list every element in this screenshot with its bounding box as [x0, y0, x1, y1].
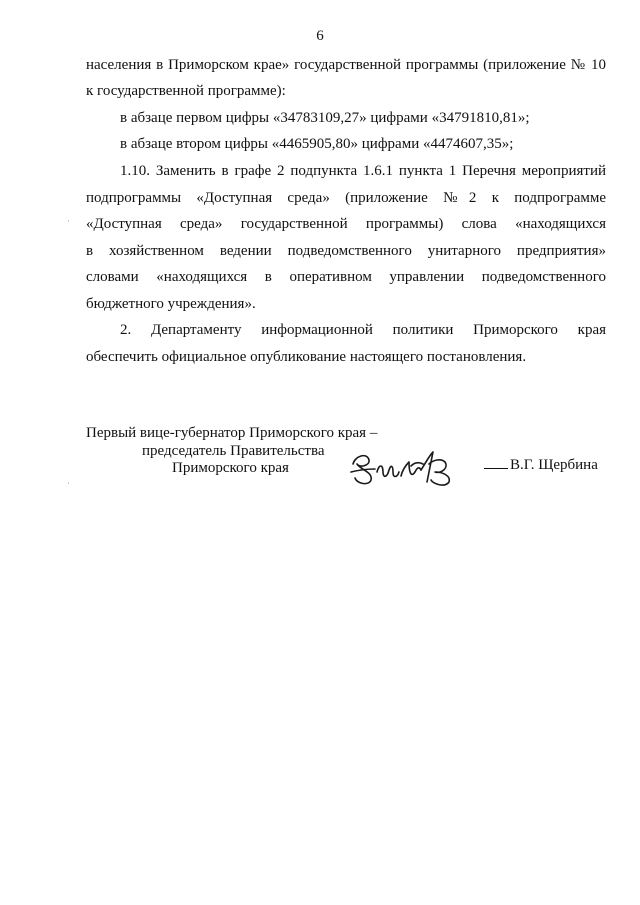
paragraph-line: населения в Приморском крае» государственной программы (приложение № 10 — [86, 57, 606, 73]
scan-artifact — [68, 482, 69, 484]
handwritten-signature — [345, 442, 475, 490]
paragraph-line: в абзаце втором цифры «4465905,80» цифрами «4474607,35»; — [120, 136, 514, 152]
paragraph-line: обеспечить официальное опубликование настоящего постановления. — [86, 349, 527, 365]
signatory-name-text: В.Г. Щербина — [510, 457, 598, 473]
paragraph-line: словами «находящихся в оперативном управлении подведомственного — [86, 269, 606, 285]
signature-line — [484, 468, 508, 469]
paragraph-line: в абзаце первом цифры «34783109,27» цифрами «34791810,81»; — [120, 110, 530, 126]
paragraph-line: к государственной программе): — [86, 83, 286, 99]
signatory-name — [484, 455, 598, 475]
signatory-position-line: председатель Правительства — [142, 443, 325, 459]
signatory-position-line: Первый вице-губернатор Приморского края – — [86, 425, 378, 441]
paragraph-line: «Доступная среда» государственной программы) слова «находящихся — [86, 216, 606, 232]
paragraph-line: подпрограммы «Доступная среда» (приложение №2 к подпрограмме — [86, 190, 606, 206]
paragraph-line: в хозяйственном ведении подведомственного унитарного предприятия» — [86, 243, 606, 259]
scan-artifact — [68, 220, 69, 222]
signatory-position-line: Приморского края — [172, 460, 289, 476]
paragraph-line: 2. Департаменту информационной политики Приморского края — [120, 322, 606, 338]
paragraph-line: бюджетного учреждения». — [86, 296, 256, 312]
paragraph-line: 1.10. Заменить в графе 2 подпункта 1.6.1 пункта 1 Перечня мероприятий — [120, 163, 606, 179]
page-number: 6 — [316, 28, 324, 44]
